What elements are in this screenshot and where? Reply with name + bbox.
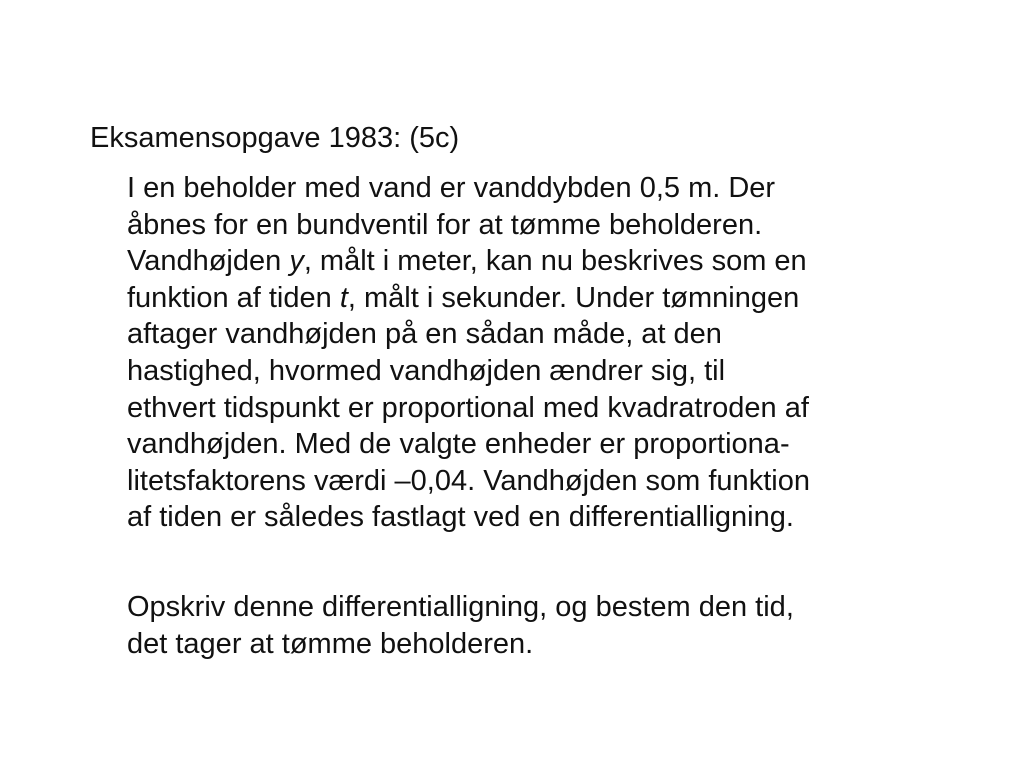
text-line: det tager at tømme beholderen. xyxy=(127,627,534,660)
variable-y: y xyxy=(289,245,304,278)
text-line: aftager vandhøjden på en sådan måde, at den xyxy=(127,318,722,351)
page-title: Eksamensopgave 1983: (5c) xyxy=(90,122,460,154)
problem-description-paragraph xyxy=(127,170,810,536)
text-line: I en beholder med vand er vanddybden 0,5 m. Der xyxy=(127,172,776,204)
text-line xyxy=(127,280,810,317)
text-line: af tiden er således fastlagt ved en differentialligning. xyxy=(127,501,794,534)
text-line: åbnes for en bundventil for at tømme beholderen. xyxy=(127,208,763,241)
text-fragment: funktion af tiden xyxy=(127,281,340,314)
variable-t: t xyxy=(339,281,348,314)
text-line xyxy=(127,243,810,280)
text-line: vandhøjden. Med de valgte enheder er proportiona- xyxy=(127,428,790,461)
text-fragment: Vandhøjden xyxy=(127,245,290,278)
text-line: Opskriv denne differentialligning, og bestem den tid, xyxy=(127,591,794,623)
text-line: hastighed, hvormed vandhøjden ændrer sig, til xyxy=(127,354,726,387)
text-line: litetsfaktorens værdi –0,04. Vandhøjden som funktion xyxy=(127,464,810,497)
task-question-paragraph xyxy=(127,589,794,662)
text-line: ethvert tidspunkt er proportional med kvadratroden af xyxy=(127,391,809,424)
text-fragment: , målt i meter, kan nu beskrives som en xyxy=(303,245,807,278)
text-fragment: , målt i sekunder. Under tømningen xyxy=(347,281,800,314)
